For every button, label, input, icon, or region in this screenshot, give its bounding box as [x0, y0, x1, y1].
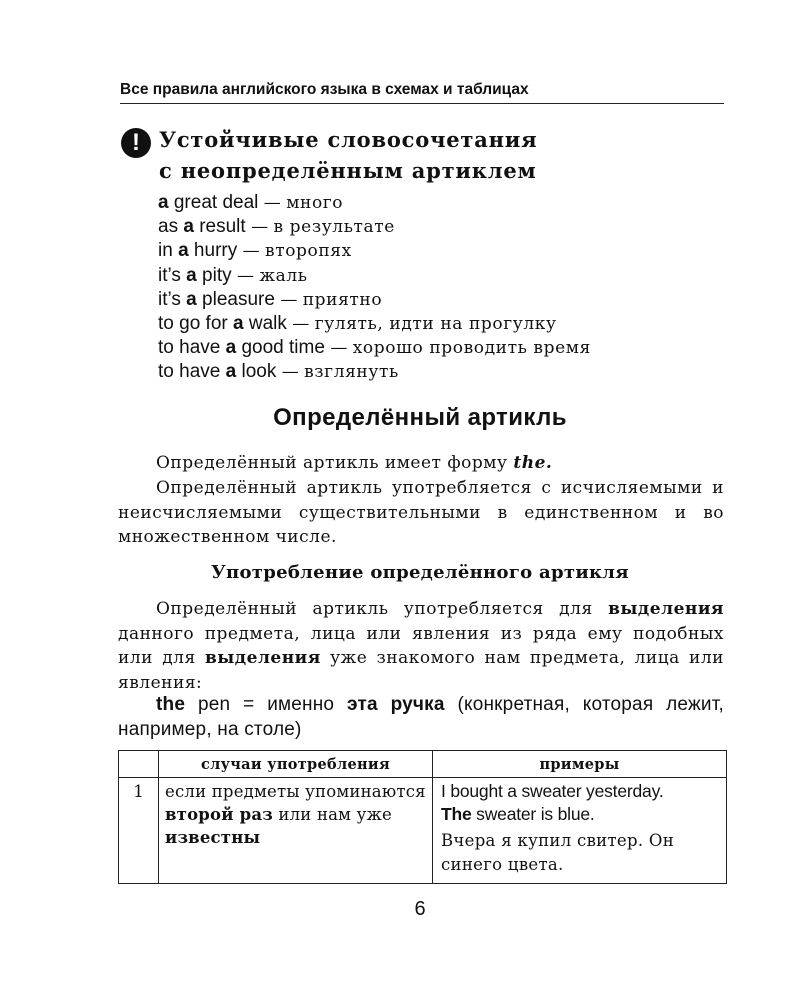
- example-english-1: I bought a sweater yesterday.: [441, 781, 664, 801]
- definition-paragraph-usage: Определённый артикль употребляется с исчисляемыми и неисчисляемыми существительными в единственном и во множественном числе.: [118, 478, 724, 547]
- list-item: as a result — в результате: [158, 216, 395, 238]
- usage-example: the pen = именно эта ручка (конкретная, которая лежит, например, на столе): [118, 694, 724, 740]
- note-box-title: [159, 124, 719, 186]
- phrase-list: [158, 191, 738, 385]
- list-item: to have a look — взглянуть: [158, 361, 399, 383]
- table-header-number: [119, 751, 159, 778]
- usage-table: [118, 750, 727, 884]
- example-russian: Вчера я купил свитер. Он синего цвета.: [441, 831, 675, 874]
- usage-paragraph: Определённый артикль употребляется для выделения данного предмета, лица или явления из ряда ему подобных или для выделения уже знакомого нам предмета, лица или явления:: [118, 599, 724, 693]
- list-item: it’s a pity — жаль: [158, 264, 308, 286]
- page-number: 6: [414, 898, 426, 920]
- definition-paragraph-form: Определённый артикль имеет форму the.: [156, 453, 553, 473]
- section-heading: Определённый артикль: [273, 404, 567, 431]
- list-item: to have a good time — хорошо проводить время: [158, 337, 591, 359]
- subsection-heading: Употребление определённого артикля: [211, 562, 629, 583]
- table-header-examples: примеры: [433, 751, 727, 778]
- note-title-line1: Устойчивые словосочетания: [159, 127, 538, 152]
- table-header-row: [119, 751, 727, 778]
- row-number: 1: [119, 778, 159, 884]
- list-item: it’s a pleasure — приятно: [158, 288, 383, 310]
- table-row: [119, 778, 727, 884]
- example-english-2: The sweater is blue.: [441, 804, 595, 824]
- usage-case: если предметы упоминаются второй раз или нам уже известны: [159, 778, 433, 884]
- running-title: Все правила английского языка в схемах и таблицах: [120, 81, 724, 104]
- exclamation-icon: !: [121, 128, 151, 158]
- table-header-cases: случаи употребления: [159, 751, 433, 778]
- note-title-line2: с неопределённым артиклем: [159, 158, 537, 183]
- list-item: to go for a walk — гулять, идти на прогулку: [158, 312, 557, 334]
- usage-example-cell: [433, 778, 727, 884]
- list-item: a great deal — много: [158, 192, 344, 213]
- list-item: in a hurry — второпях: [158, 240, 352, 262]
